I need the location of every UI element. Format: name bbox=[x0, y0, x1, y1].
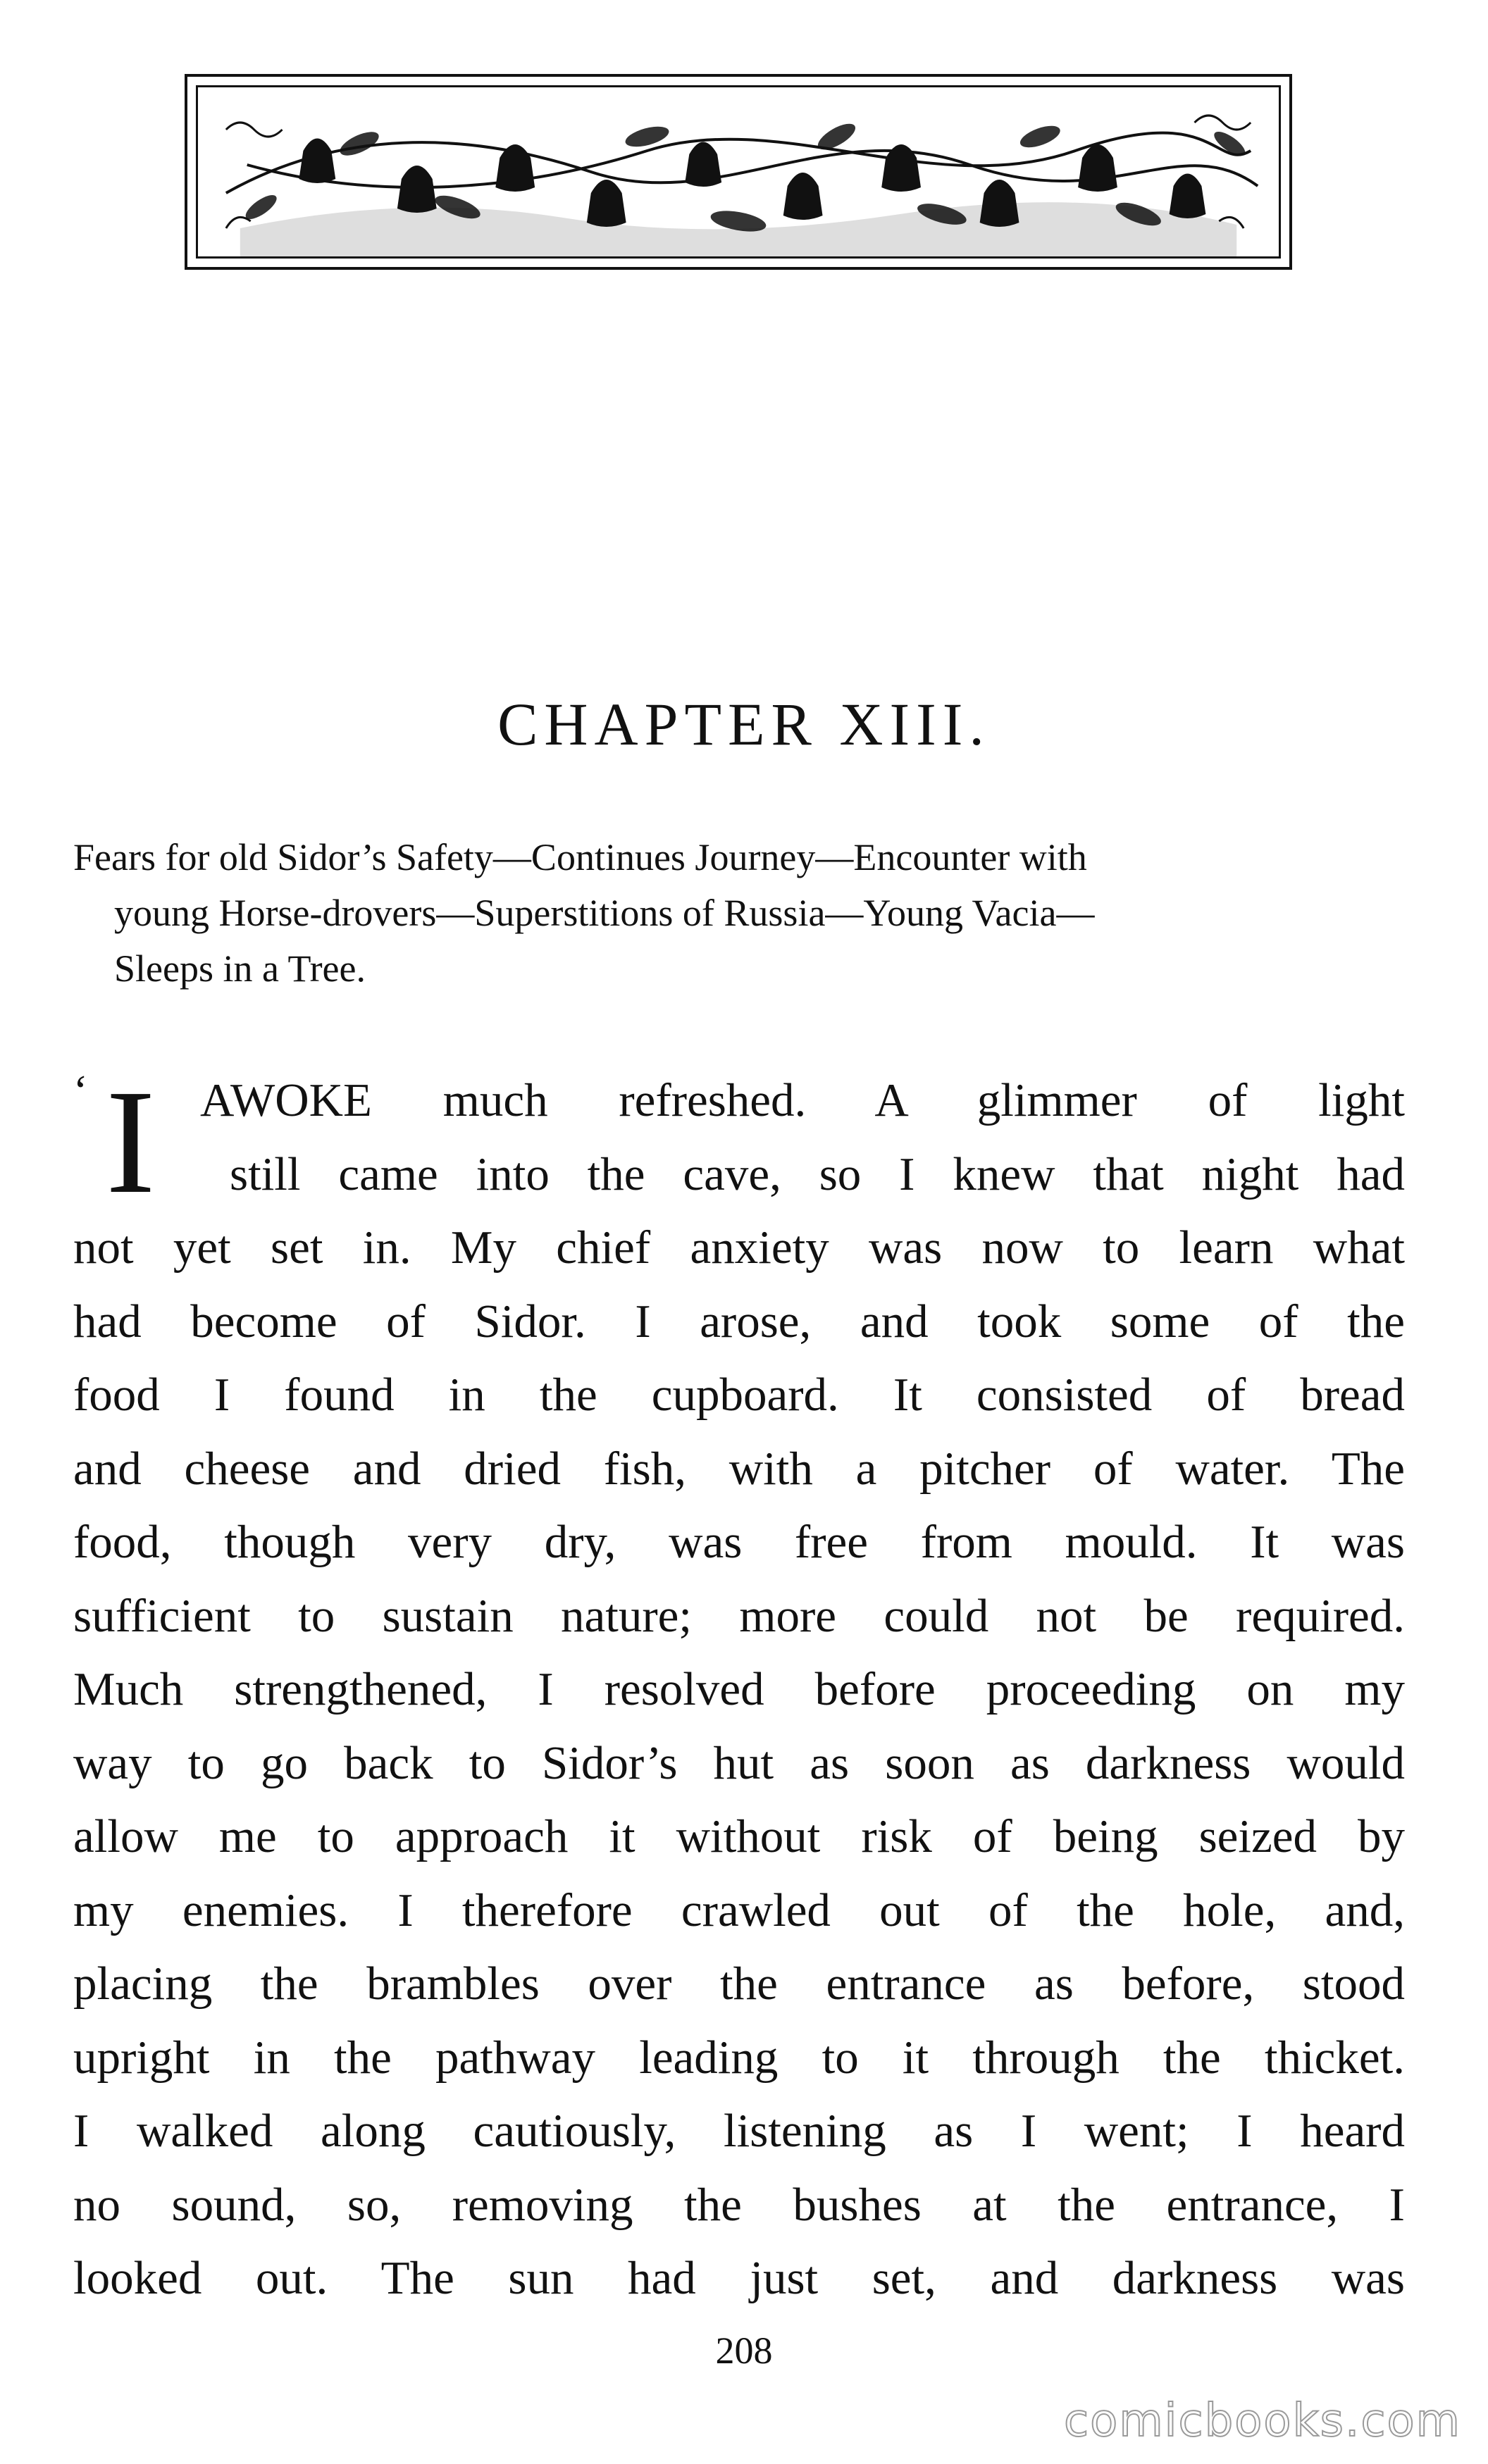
watermark: comicbooks.com bbox=[1063, 2395, 1461, 2447]
chapter-synopsis bbox=[73, 830, 1405, 997]
text-line: still came into the cave, so I knew that night had bbox=[230, 1147, 1405, 1200]
text-line: placing the brambles over the entrance as before, stood bbox=[73, 1958, 1405, 2010]
synopsis-line: Sleeps in a Tree. bbox=[114, 947, 366, 990]
text-line: not yet set in. My chief anxiety was now to learn what bbox=[73, 1221, 1405, 1274]
opening-quote: ‘ bbox=[73, 1067, 88, 1115]
text-line: and cheese and dried fish, with a pitcher of water. The bbox=[73, 1442, 1405, 1495]
text-line: my enemies. I therefore crawled out of the hole, and, bbox=[73, 1884, 1405, 1936]
text-line: looked out. The sun had just set, and darkness was bbox=[73, 2252, 1405, 2304]
text-line: upright in the pathway leading to it through the thicket. bbox=[73, 2031, 1405, 2084]
drop-cap: I bbox=[106, 1059, 156, 1224]
text-line: had become of Sidor. I arose, and took some of the bbox=[73, 1295, 1405, 1348]
text-line: no sound, so, removing the bushes at the entrance, I bbox=[73, 2178, 1405, 2231]
body-text bbox=[73, 1059, 1405, 2315]
ornamental-headpiece bbox=[185, 74, 1292, 270]
text-line: food, though very dry, was free from mould. It was bbox=[73, 1516, 1405, 1568]
headpiece-frame bbox=[196, 85, 1281, 259]
text-line: way to go back to Sidor’s hut as soon as darkness would bbox=[73, 1736, 1405, 1789]
text-line: AWOKE much refreshed. A glimmer of light bbox=[200, 1074, 1405, 1126]
text-line: sufficient to sustain nature; more could not be required. bbox=[73, 1589, 1405, 1642]
chapter-title: CHAPTER XIII. bbox=[497, 690, 991, 758]
synopsis-line: young Horse-drovers—Superstitions of Russia—Young Vacia— bbox=[114, 892, 1095, 934]
text-line: allow me to approach it without risk of being seized by bbox=[73, 1810, 1405, 1862]
text-line: I walked along cautiously, listening as I went; I heard bbox=[73, 2105, 1405, 2157]
synopsis-line: Fears for old Sidor’s Safety—Continues Journey—Encounter with bbox=[73, 836, 1087, 878]
text-line: Much strengthened, I resolved before proceeding on my bbox=[73, 1663, 1405, 1715]
page-number: 208 bbox=[715, 2329, 773, 2372]
text-line: food I found in the cupboard. It consisted of bread bbox=[73, 1369, 1405, 1421]
bellflower-ornament-icon bbox=[198, 87, 1279, 256]
